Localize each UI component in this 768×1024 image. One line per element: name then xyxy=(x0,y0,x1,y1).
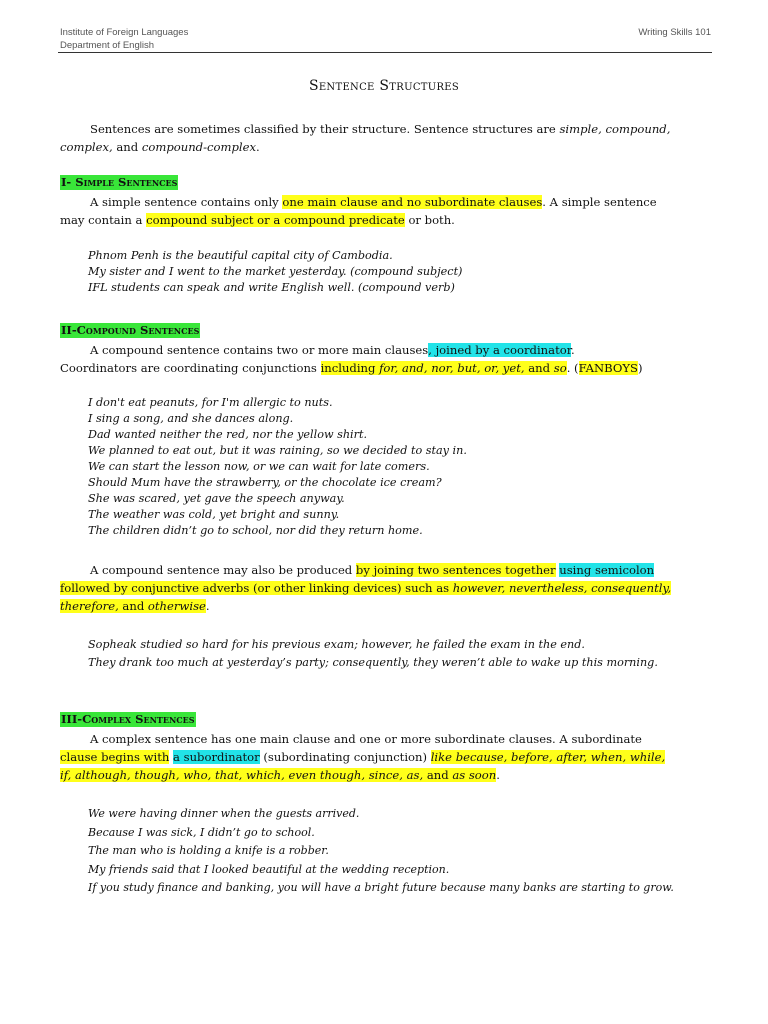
example-sentence: We can start the lesson now, or we can wait for late comers. xyxy=(88,460,430,473)
body-text: may contain a xyxy=(60,213,147,227)
example-sentence: She was scared, yet gave the speech anyway. xyxy=(88,492,345,505)
section-heading-complex: III-Complex Sentences xyxy=(61,712,195,726)
example-sentence: IFL students can speak and write English well. (compound verb) xyxy=(88,281,455,294)
body-text: . xyxy=(496,768,500,782)
body-text: or both. xyxy=(404,213,455,227)
example-sentence: We planned to eat out, but it was raining, so we decided to stay in. xyxy=(88,444,467,457)
example-sentence: I sing a song, and she dances along. xyxy=(88,412,294,425)
example-sentence: Phnom Penh is the beautiful capital city of Cambodia. xyxy=(88,249,393,262)
example-sentence: They drank too much at yesterday’s party; consequently, they weren’t able to wake up this morning. xyxy=(88,656,658,669)
example-sentence: My friends said that I looked beautiful at the wedding reception. xyxy=(88,862,450,876)
intro-text: . xyxy=(256,140,260,154)
example-sentence: The man who is holding a knife is a robber. xyxy=(88,844,329,857)
highlight-yellow: otherwise xyxy=(147,599,206,613)
highlight-yellow: and xyxy=(423,768,453,782)
intro-text: and xyxy=(112,140,142,154)
complex-examples xyxy=(88,805,718,898)
body-text: A compound sentence may also be produced xyxy=(90,563,356,577)
simple-examples xyxy=(88,248,718,296)
complex-paragraph xyxy=(60,730,710,784)
department-name: Department of English xyxy=(60,40,154,51)
example-sentence: The weather was cold, yet bright and sunny. xyxy=(88,508,340,521)
body-text: . xyxy=(205,599,210,613)
highlight-yellow: by joining two sentences together xyxy=(355,563,556,577)
compound-semicolon-paragraph xyxy=(60,561,710,615)
highlight-cyan: , joined by a coordinator xyxy=(428,343,571,357)
highlight-yellow: therefore, xyxy=(60,599,119,613)
body-text: (subordinating conjunction) xyxy=(259,750,431,764)
section-heading-compound: II-Compound Sentences xyxy=(61,323,200,337)
highlight-yellow: like because, before, after, when, while, xyxy=(430,750,666,764)
highlight-yellow: if, although, though, who, that, which, even though, since, as, xyxy=(60,768,424,782)
compound-examples-2 xyxy=(88,636,718,672)
section-heading-simple: I- Simple Sentences xyxy=(61,175,178,189)
example-sentence: If you study finance and banking, you will have a bright future because many banks are starting to grow. xyxy=(88,881,674,894)
highlight-cyan: a subordinator xyxy=(173,750,260,764)
example-sentence: Because I was sick, I didn’t go to school. xyxy=(88,825,315,839)
highlight-cyan: using semicolon xyxy=(559,563,655,577)
page-title: Sentence Structures xyxy=(308,78,460,94)
example-sentence: I don't eat peanuts, for I'm allergic to nuts. xyxy=(88,396,333,409)
body-text: . ( xyxy=(566,361,579,375)
compound-paragraph xyxy=(60,341,710,377)
highlight-yellow: however, nevertheless, consequently, xyxy=(452,581,672,595)
highlight-yellow: followed by conjunctive adverbs (or other linking devices) such as xyxy=(60,581,453,595)
example-sentence: Sopheak studied so hard for his previous exam; however, he failed the exam in the end. xyxy=(88,638,585,651)
body-text: . xyxy=(570,343,575,357)
compound-examples xyxy=(88,395,718,539)
body-text: A simple sentence contains only xyxy=(90,195,283,209)
intro-term: compound-complex xyxy=(141,140,256,154)
institute-name: Institute of Foreign Languages xyxy=(60,27,189,38)
body-text: ) xyxy=(637,361,643,375)
intro-term: complex, xyxy=(60,140,113,154)
example-sentence: The children didn’t go to school, nor did they return home. xyxy=(88,524,423,537)
intro-term: simple, compound, xyxy=(559,122,671,136)
header-divider xyxy=(58,52,712,53)
simple-paragraph xyxy=(60,193,710,229)
course-name: Writing Skills 101 xyxy=(638,27,711,38)
highlight-yellow: for, and, nor, but, or, yet, xyxy=(379,361,525,375)
example-sentence: My sister and I went to the market yesterday. (compound subject) xyxy=(88,265,463,278)
intro-paragraph xyxy=(60,120,710,156)
body-text: A compound sentence contains two or more main clauses xyxy=(90,343,429,357)
page-header-left xyxy=(60,26,188,52)
highlight-yellow: compound subject or a compound predicate xyxy=(146,213,405,227)
highlight-yellow: FANBOYS xyxy=(578,361,638,375)
example-sentence: Dad wanted neither the red, nor the yellow shirt. xyxy=(88,428,368,441)
intro-text: Sentences are sometimes classified by their structure. Sentence structures are xyxy=(90,122,560,136)
highlight-yellow: as soon xyxy=(452,768,497,782)
highlight-yellow: clause begins with xyxy=(60,750,170,764)
example-sentence: Should Mum have the strawberry, or the chocolate ice cream? xyxy=(88,476,442,489)
example-sentence: We were having dinner when the guests arrived. xyxy=(88,807,360,820)
highlight-yellow: so xyxy=(553,361,567,375)
highlight-yellow: including xyxy=(320,361,380,375)
highlight-yellow: and xyxy=(524,361,554,375)
body-text: A complex sentence has one main clause and one or more subordinate clauses. A subordinate xyxy=(90,732,642,746)
highlight-yellow: and xyxy=(118,599,148,613)
highlight-yellow: one main clause and no subordinate clauses xyxy=(282,195,543,209)
body-text: . A simple sentence xyxy=(542,195,657,209)
body-text: Coordinators are coordinating conjunctions xyxy=(60,361,321,375)
